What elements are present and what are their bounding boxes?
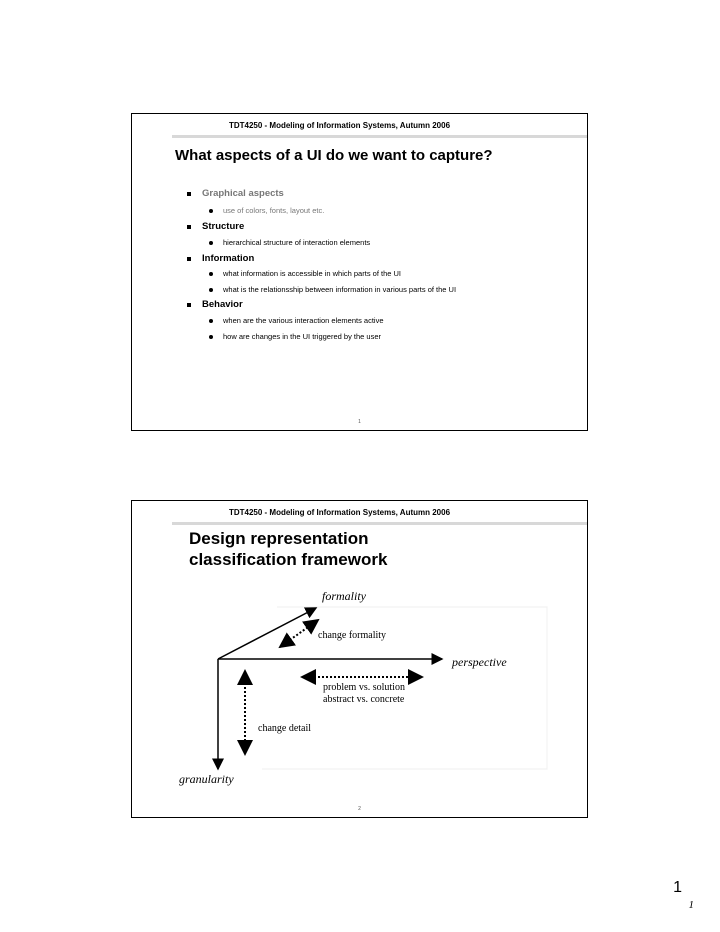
slide-title: What aspects of a UI do we want to capture?: [175, 147, 493, 164]
formality-axis: [218, 608, 316, 659]
bullet-information: Information: [202, 253, 254, 264]
square-bullet-icon: [187, 225, 191, 229]
bullet-graphical-aspects: Graphical aspects: [202, 188, 284, 199]
bullet-behavior: Behavior: [202, 299, 243, 310]
change-detail-label: change detail: [258, 723, 312, 734]
change-formality-label: change formality: [318, 630, 387, 641]
abstract-concrete-label: abstract vs. concrete: [323, 694, 405, 705]
perspective-label: perspective: [452, 655, 507, 669]
round-bullet-icon: [209, 272, 213, 276]
round-bullet-icon: [209, 209, 213, 213]
page-number-italic: 1: [688, 899, 694, 911]
formality-label: formality: [322, 589, 366, 603]
granularity-label: granularity: [179, 772, 234, 786]
header-rule: [172, 135, 587, 138]
round-bullet-icon: [209, 335, 213, 339]
sub-bullet: what is the relationsship between information in various parts of the UI: [223, 285, 456, 294]
slide-title: Design representation classification framework: [189, 529, 388, 569]
bullet-structure: Structure: [202, 221, 244, 232]
square-bullet-icon: [187, 192, 191, 196]
slide-page-number: 1: [358, 419, 361, 425]
sub-bullet: when are the various interaction elements active: [223, 316, 384, 325]
round-bullet-icon: [209, 288, 213, 292]
round-bullet-icon: [209, 319, 213, 323]
sub-bullet: what information is accessible in which parts of the UI: [223, 269, 401, 278]
problem-solution-label: problem vs. solution: [323, 682, 405, 693]
slide-page-number: 2: [358, 806, 361, 812]
page-number: 1: [673, 879, 682, 896]
slide-1: [131, 113, 588, 431]
slide-header: TDT4250 - Modeling of Information Systems, Autumn 2006: [228, 121, 451, 130]
slide-header: TDT4250 - Modeling of Information Systems, Autumn 2006: [228, 508, 451, 517]
square-bullet-icon: [187, 257, 191, 261]
square-bullet-icon: [187, 303, 191, 307]
slide-2: [131, 500, 588, 818]
sub-bullet: hierarchical structure of interaction elements: [223, 238, 370, 247]
sub-bullet: how are changes in the UI triggered by the user: [223, 332, 381, 341]
sub-bullet: use of colors, fonts, layout etc.: [223, 206, 324, 215]
round-bullet-icon: [209, 241, 213, 245]
